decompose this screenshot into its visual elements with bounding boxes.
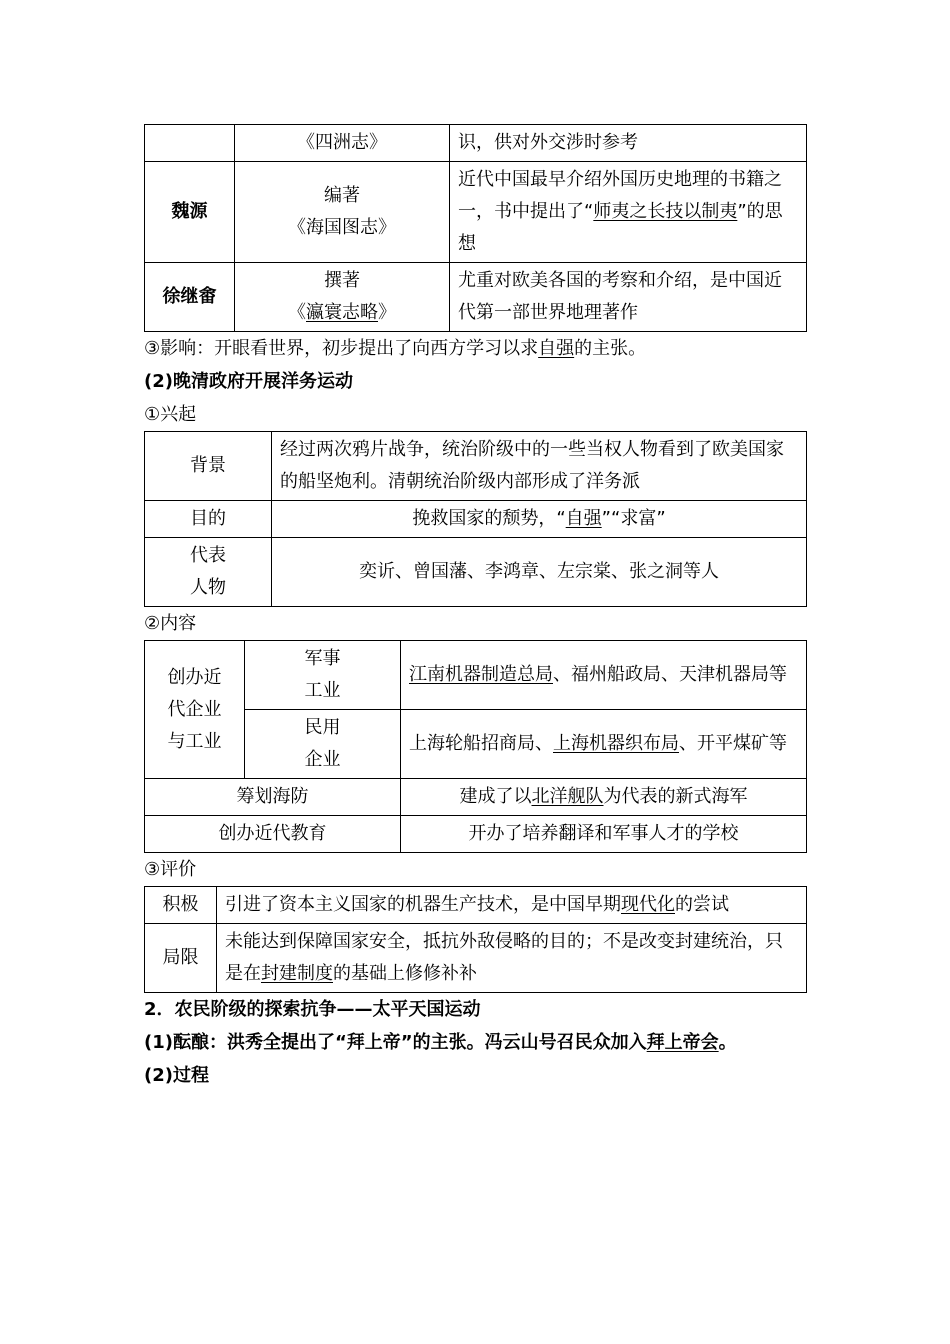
row-text: 奕䜣、曾国藩、李鸿章、左宗棠、张之洞等人 [272,538,807,607]
row-text [272,501,807,538]
text-segment: ③影响：开眼看世界，初步提出了向西方学习以求 [144,338,539,359]
text-segment: 未能达到保障国家安全，抵抗外敌侵略的目的；不是改变封建统治，只是在 [225,931,783,984]
table-row [145,816,807,853]
text-segment: 《 [288,302,306,323]
label-line: 创办近 [167,666,222,688]
underlined-term: 上海机器织布局 [553,733,679,754]
text-segment: ”的思想 [458,201,783,254]
table-row [145,263,807,332]
verb: 撰著 [324,270,360,291]
text-segment: 。 [718,1032,737,1053]
text-segment: 为代表的新式海军 [603,786,748,807]
work-cell [235,263,450,332]
underlined-term: 自强 [538,338,575,359]
person-name: 徐继畬 [145,263,235,332]
underlined-term: 北洋舰队 [531,786,604,807]
row-label: 积极 [145,887,217,924]
underlined-term: 瀛寰志略 [306,302,378,323]
underlined-term: 江南机器制造总局 [409,664,553,685]
category-label [245,641,401,710]
evaluation-table [144,886,807,993]
underlined-term: 拜上帝会 [646,1032,719,1053]
table-row [145,125,807,162]
section-heading: 2．农民阶级的探索抗争——太平天国运动 [144,999,481,1020]
category-label: 筹划海防 [145,779,401,816]
group-label [145,641,245,779]
work-description: 尤重对欧美各国的考察和介绍，是中国近代第一部世界地理著作 [450,263,807,332]
work-description: 识，供对外交涉时参考 [450,125,807,162]
label-line: 代企业 [167,698,222,720]
label-line: 与工业 [167,730,222,752]
section-heading: (2)晚清政府开展洋务运动 [144,371,353,392]
label-line: 民用 [304,717,341,738]
content-table [144,640,807,853]
table-row [145,501,807,538]
document-page [144,124,806,1092]
text-segment: 引进了资本主义国家的机器生产技术，是中国早期 [225,894,621,915]
text-segment: 挽救国家的颓势，“ [412,508,566,529]
row-label [145,538,272,607]
influence-paragraph [144,332,806,365]
work-title: 《四洲志》 [235,125,450,162]
geography-works-table [144,124,807,332]
table-row [145,779,807,816]
text-segment: 、福州船政局、天津机器局等 [553,664,787,685]
row-text: 经过两次鸦片战争，统治阶级中的一些当权人物看到了欧美国家的船坚炮利。清朝统治阶级内部形成了洋务派 [272,432,807,501]
table-row [145,641,807,710]
label-line: 人物 [190,577,226,598]
work-cell [235,162,450,263]
table-row [145,162,807,263]
row-text [217,887,807,924]
underlined-term: 现代化 [621,894,675,915]
section-heading: (2)过程 [144,1065,209,1086]
underlined-term: 自强 [565,508,602,529]
text-segment: 上海轮船招商局、 [409,733,553,754]
category-label [245,710,401,779]
text-segment: 》 [378,302,396,323]
label-line: 军事 [304,648,341,669]
category-text: 开办了培养翻译和军事人才的学校 [401,816,807,853]
table-row [145,432,807,501]
underlined-term: 封建制度 [261,963,333,984]
text-segment: (1)酝酿：洪秀全提出了“拜上帝”的主张。冯云山号召民众加入 [144,1032,647,1053]
text-segment: 建成了以 [459,786,532,807]
underlined-term: 师夷之长技以制夷 [593,201,738,222]
table-row [145,887,807,924]
text-segment: ”“求富” [601,508,666,529]
subsection-heading: ②内容 [144,613,197,634]
work-title [243,297,441,329]
text-segment: 的尝试 [675,894,729,915]
table-cell [145,125,235,162]
table-row [145,538,807,607]
work-title: 《海国图志》 [288,217,396,238]
verb: 编著 [324,185,360,206]
row-label: 背景 [145,432,272,501]
text-segment: 、开平煤矿等 [679,733,787,754]
table-row [145,924,807,993]
text-segment: 的主张。 [574,338,647,359]
subsection-heading: ③评价 [144,859,197,880]
table-row [145,710,807,779]
category-text [401,779,807,816]
brewing-paragraph [144,1026,806,1059]
category-text [401,641,807,710]
text-segment: 的基础上修修补补 [333,963,477,984]
category-text [401,710,807,779]
work-description [450,162,807,263]
row-text [217,924,807,993]
category-label: 创办近代教育 [145,816,401,853]
rise-table [144,431,807,607]
row-label: 局限 [145,924,217,993]
row-label: 目的 [145,501,272,538]
label-line: 代表 [190,545,226,566]
label-line: 企业 [304,749,341,770]
person-name: 魏源 [145,162,235,263]
text-segment: 近代中国最早介绍外国历史地理的书籍之一，书中提出了“ [458,169,782,222]
subsection-heading: ①兴起 [144,404,197,425]
label-line: 工业 [304,680,341,701]
